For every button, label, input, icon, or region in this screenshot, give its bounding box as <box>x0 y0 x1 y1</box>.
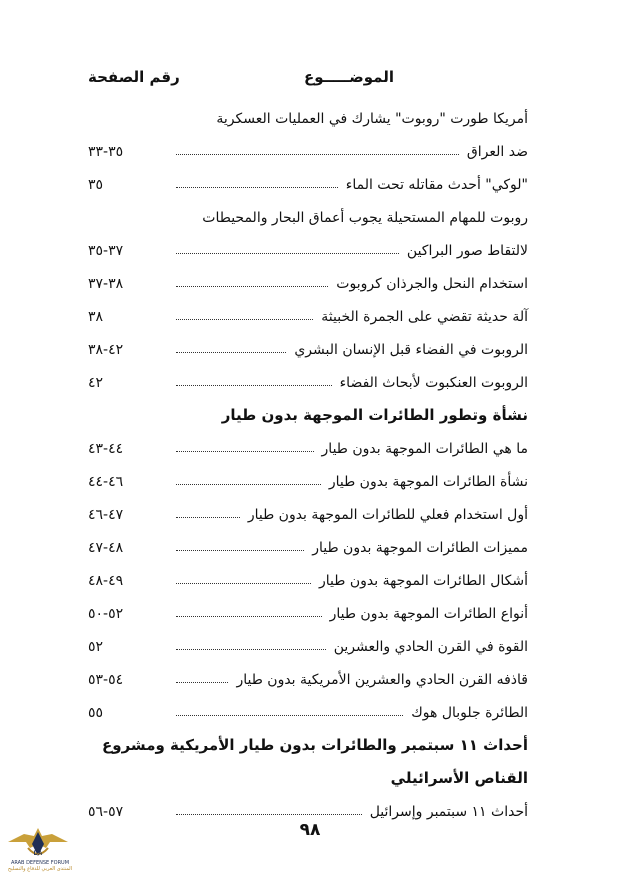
toc-entry <box>88 527 528 560</box>
toc-entry <box>88 131 528 164</box>
leader-dots <box>176 682 228 683</box>
toc-entry <box>88 197 528 230</box>
entry-page: ٤٩-٤٨ <box>88 573 124 589</box>
leader-dots <box>176 319 313 320</box>
entry-page: ٣٥-٣٣ <box>88 144 124 160</box>
entry-title: قاذفه القرن الحادي والعشرين الأمريكية بدون طيار <box>236 672 528 688</box>
entry-page: ٤٨-٤٧ <box>88 540 124 556</box>
toc-entry <box>88 263 528 296</box>
entry-title: القوة في القرن الحادي والعشرين <box>333 639 528 655</box>
entry-page: ٥٤-٥٣ <box>88 672 124 688</box>
entry-title: نشأة الطائرات الموجهة بدون طيار <box>328 474 528 490</box>
toc-section-heading <box>88 758 528 791</box>
entry-title: روبوت للمهام المستحيلة يجوب أعماق البحار والمحيطات <box>202 210 528 226</box>
leader-dots <box>176 550 304 551</box>
watermark-text-ar: المنتدى العربي للدفاع والتسليح <box>7 866 73 872</box>
leader-dots <box>176 253 399 254</box>
section-title: القناص الأسرائيلي <box>390 769 528 787</box>
entry-title: لالتقاط صور البراكين <box>406 243 528 259</box>
leader-dots <box>176 286 328 287</box>
toc-entry <box>88 98 528 131</box>
toc-entry <box>88 494 528 527</box>
entry-title: الروبوت العنكبوت لأبحاث الفضاء <box>339 375 528 391</box>
toc-entry <box>88 164 528 197</box>
leader-dots <box>176 814 362 815</box>
entry-page: ٥٢-٥٠ <box>88 606 124 622</box>
entry-page: ٣٥ <box>88 177 104 193</box>
toc-entry <box>88 593 528 626</box>
entry-page: ٥٢ <box>88 639 104 655</box>
entry-page: ٤٧-٤٦ <box>88 507 124 523</box>
watermark-text-en: ARAB DEFENSE FORUM <box>10 860 70 866</box>
entry-title: أمريكا طورت "روبوت" يشارك في العمليات العسكرية <box>216 111 528 127</box>
entry-title: أنواع الطائرات الموجهة بدون طيار <box>329 606 528 622</box>
svg-text:DA: DA <box>33 851 43 857</box>
entry-page: ٥٥ <box>88 705 104 721</box>
entry-page: ٥٧-٥٦ <box>88 804 124 820</box>
entry-title: استخدام النحل والجرذان كروبوت <box>336 276 528 292</box>
leader-dots <box>176 616 322 617</box>
entry-title: ضد العراق <box>466 144 528 160</box>
toc-section-heading <box>88 725 528 758</box>
toc-entry <box>88 296 528 329</box>
toc-entry <box>88 362 528 395</box>
entry-title: أحداث ١١ سبتمبر وإسرائيل <box>369 804 528 820</box>
toc-entry <box>88 230 528 263</box>
entry-title: أشكال الطائرات الموجهة بدون طيار <box>319 573 528 589</box>
column-header-topic: الموضـــــوع <box>303 68 394 86</box>
leader-dots <box>176 484 321 485</box>
entry-title: أول استخدام فعلي للطائرات الموجهة بدون طيار <box>247 507 528 523</box>
entry-page: ٤٢-٣٨ <box>88 342 124 358</box>
entry-title: الروبوت في الفضاء قبل الإنسان البشري <box>294 342 528 358</box>
section-title: نشأة وتطور الطائرات الموجهة بدون طيار <box>221 406 528 424</box>
section-title: أحداث ١١ سبتمبر والطائرات بدون طيار الأمريكية ومشروع <box>102 736 528 754</box>
entry-title: مميزات الطائرات الموجهة بدون طيار <box>312 540 528 556</box>
entry-title: آلة حديثة تقضي على الجمرة الخبيثة <box>321 309 528 325</box>
entry-page: ٣٨ <box>88 309 104 325</box>
leader-dots <box>176 649 326 650</box>
leader-dots <box>176 385 332 386</box>
entry-page: ٣٧-٣٥ <box>88 243 124 259</box>
entry-page: ٤٦-٤٤ <box>88 474 124 490</box>
toc-entry <box>88 461 528 494</box>
entry-page: ٤٤-٤٣ <box>88 441 124 457</box>
leader-dots <box>176 583 311 584</box>
toc-list <box>88 98 528 824</box>
leader-dots <box>176 352 286 353</box>
toc-entry <box>88 659 528 692</box>
leader-dots <box>176 451 314 452</box>
toc-entry <box>88 560 528 593</box>
leader-dots <box>176 187 338 188</box>
entry-title: الطائرة جلوبال هوك <box>411 705 528 721</box>
toc-entry <box>88 626 528 659</box>
leader-dots <box>176 517 240 518</box>
entry-page: ٣٨-٣٧ <box>88 276 124 292</box>
toc-entry <box>88 692 528 725</box>
toc-entry <box>88 428 528 461</box>
entry-page: ٤٢ <box>88 375 104 391</box>
toc-section-heading <box>88 395 528 428</box>
toc-entry <box>88 329 528 362</box>
leader-dots <box>176 154 459 155</box>
entry-title: "لوكي" أحدث مقاتله تحت الماء <box>345 177 528 193</box>
page-number: ٩٨ <box>299 820 321 840</box>
entry-title: ما هي الطائرات الموجهة بدون طيار <box>321 441 528 457</box>
leader-dots <box>176 715 403 716</box>
column-header-page: رقم الصفحة <box>88 68 180 86</box>
